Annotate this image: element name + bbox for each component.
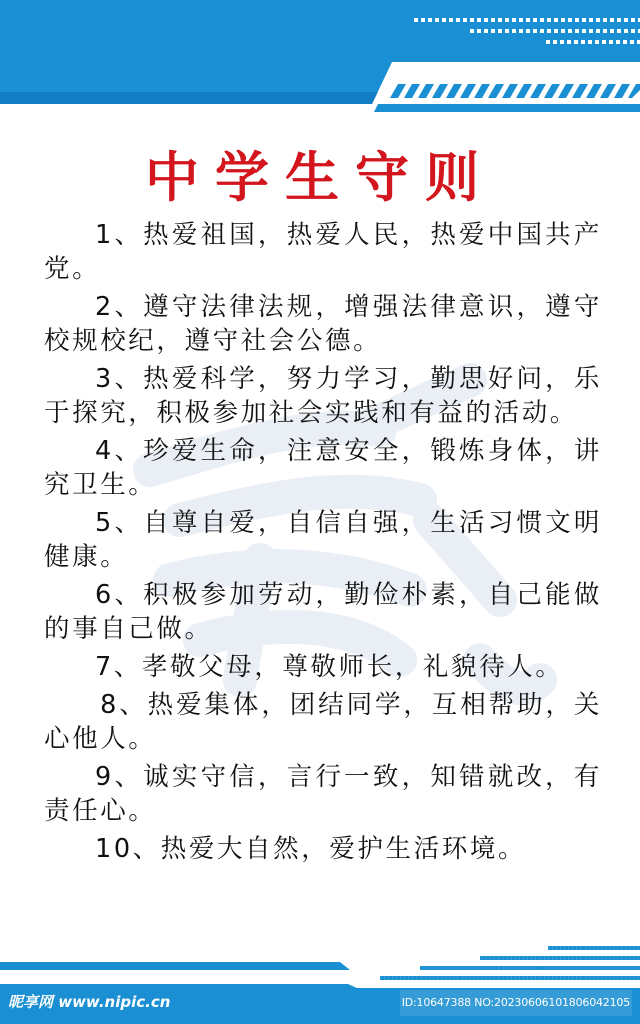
rule-item: 2、遵守法律法规，增强法律意识，遵守校规校纪，遵守社会公德。 — [44, 292, 602, 356]
rule-item: 8、热爱集体，团结同学，互相帮助，关心他人。 — [44, 690, 602, 754]
top-blue-band — [0, 0, 640, 104]
page-title: 中学生守则 — [145, 146, 495, 209]
rule-item: 7、孝敬父母，尊敬师长，礼貌待人。 — [95, 652, 564, 682]
top-diagonal-stripes — [390, 84, 640, 98]
rule-item: 1、热爱祖国，热爱人民，热爱中国共产党。 — [44, 220, 602, 284]
rule-item: 3、热爱科学，努力学习，勤思好问，乐于探究，积极参加社会实践和有益的活动。 — [44, 364, 602, 428]
rule-item: 10、热爱大自然，爱护生活环境。 — [95, 834, 527, 864]
rule-item: 5、自尊自爱，自信自强，生活习惯文明健康。 — [44, 508, 602, 572]
rule-item: 6、积极参加劳动，勤俭朴素，自己能做的事自己做。 — [44, 580, 602, 644]
bottom-thin-stripe — [0, 962, 350, 970]
top-thin-stripe — [374, 104, 640, 112]
bottom-dot-gaps — [380, 948, 640, 978]
rules-list — [44, 218, 602, 866]
rule-item: 9、诚实守信，言行一致，知错就改，有责任心。 — [44, 762, 602, 826]
footer-image-id: ID:10647388 NO:20230606101806042105 — [401, 996, 630, 1009]
top-band-shade — [0, 92, 378, 104]
rule-item: 4、珍爱生命，注意安全，锻炼身体，讲究卫生。 — [44, 436, 602, 500]
footer-site-watermark: 昵享网 www.nipic.cn — [8, 993, 171, 1011]
bottom-dot-grid — [380, 946, 640, 980]
